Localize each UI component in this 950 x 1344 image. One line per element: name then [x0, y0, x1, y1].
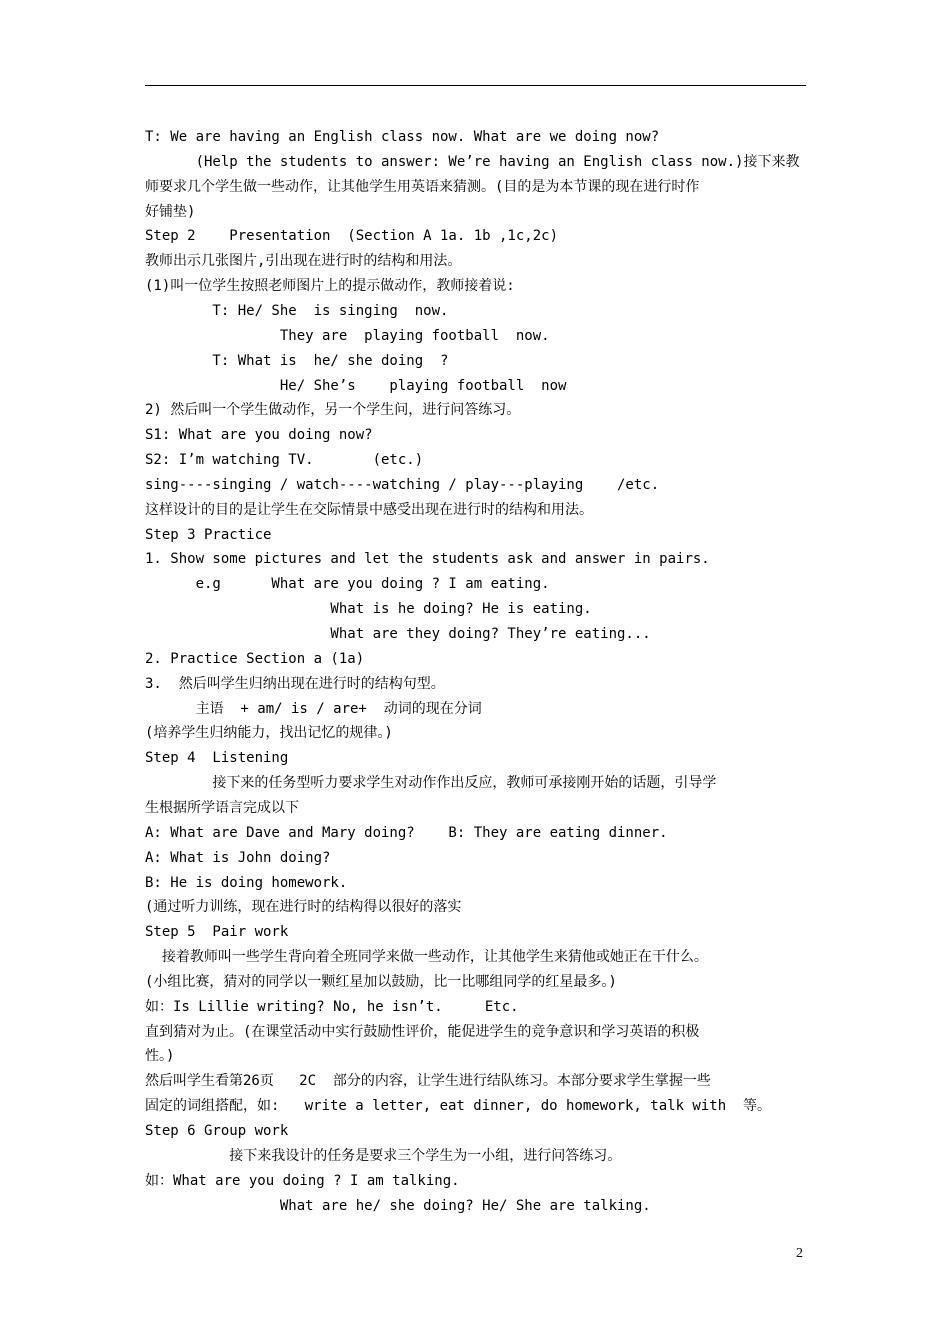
text-line: S2: I’m watching TV. (etc.): [145, 452, 424, 469]
text-line: Step 4 Listening: [145, 750, 289, 767]
text-line: 师要求几个学生做一些动作，让其他学生用英语来猜测。(目的是为本节课的现在进行时作: [145, 178, 700, 195]
text-line: A: What is John doing?: [145, 849, 331, 866]
text-line: 如：Is Lillie writing? No, he isn’t. Etc.: [145, 998, 519, 1015]
text-line: T: What is he/ she doing ?: [145, 352, 449, 369]
header-rule: [145, 85, 806, 86]
text-line: 然后叫学生看第26页 2C 部分的内容，让学生进行结队练习。本部分要求学生掌握一些: [145, 1073, 711, 1090]
text-line: 接着教师叫一些学生背向着全班同学来做一些动作，让其他学生来猜他或她正在干什么。: [145, 949, 708, 966]
text-line: What is he doing? He is eating.: [145, 601, 592, 618]
page-number: 2: [796, 1246, 803, 1261]
text-line: T: He/ She is singing now.: [145, 302, 449, 319]
text-line: 直到猜对为止。(在课堂活动中实行鼓励性评价，能促进学生的竞争意识和学习英语的积极: [145, 1023, 700, 1040]
text-line: 接下来我设计的任务是要求三个学生为一小组，进行问答练习。: [145, 1147, 622, 1164]
text-line: 3. 然后叫学生归纳出现在进行时的结构句型。: [145, 675, 445, 692]
text-line: B: He is doing homework.: [145, 874, 348, 891]
text-line: A: What are Dave and Mary doing? B: They are eating dinner.: [145, 824, 668, 841]
text-line: (通过听力训练，现在进行时的结构得以很好的落实: [145, 899, 462, 916]
text-line: 2. Practice Section a (1a): [145, 650, 365, 667]
text-line: T: We are having an English class now. What are we doing now?: [145, 129, 660, 145]
text-line: Step 5 Pair work: [145, 924, 289, 941]
text-line: 性。): [145, 1048, 175, 1065]
text-line: 2) 然后叫一个学生做动作，另一个学生问，进行问答练习。: [145, 402, 521, 419]
text-line: They are playing football now.: [145, 327, 550, 344]
text-line: What are they doing? They’re eating...: [145, 626, 651, 642]
text-line: (Help the students to answer: We’re having an English class now.)接下来教: [145, 153, 800, 170]
text-line: (1)叫一位学生按照老师图片上的提示做动作，教师接着说:: [145, 278, 515, 295]
text-line: Step 2 Presentation (Section A 1a. 1b ,1c,2c): [145, 228, 559, 245]
text-line: 教师出示几张图片,引出现在进行时的结构和用法。: [145, 253, 462, 270]
text-line: 固定的词组搭配，如: write a letter, eat dinner, do homework, talk with 等。: [145, 1098, 772, 1115]
text-line: Step 3 Practice: [145, 526, 272, 543]
text-line: (小组比赛，猜对的同学以一颗红星加以鼓励，比一比哪组同学的红星最多。): [145, 973, 617, 990]
text-line: S1: What are you doing now?: [145, 427, 373, 444]
text-line: 生根据所学语言完成以下: [145, 799, 299, 816]
text-line: 1. Show some pictures and let the students ask and answer in pairs.: [145, 551, 710, 568]
text-line: e.g What are you doing ? I am eating.: [145, 576, 550, 593]
text-line: What are he/ she doing? He/ She are talking.: [145, 1197, 651, 1214]
text-line: Step 6 Group work: [145, 1123, 289, 1139]
text-line: 如：What are you doing ? I am talking.: [145, 1172, 460, 1189]
text-line: 接下来的任务型听力要求学生对动作作出反应，教师可承接刚开始的话题，引导学: [145, 775, 717, 792]
text-line: 这样设计的目的是让学生在交际情景中感受出现在进行时的结构和用法。: [145, 501, 593, 518]
text-line: sing----singing / watch----watching / play---playing /etc.: [145, 476, 660, 493]
text-line: (培养学生归纳能力，找出记忆的规律。): [145, 725, 393, 742]
text-line: 好铺垫): [145, 203, 196, 220]
text-line: 主语 + am/ is / are+ 动词的现在分词: [145, 700, 482, 717]
text-line: He/ She’s playing football now: [145, 377, 567, 394]
